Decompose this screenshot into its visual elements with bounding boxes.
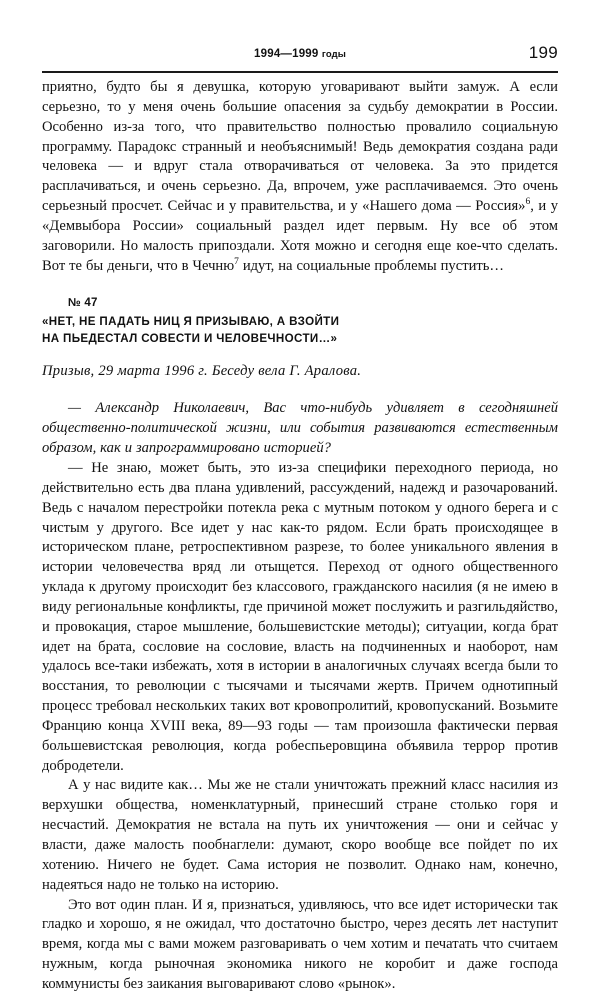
interview-question: — Александр Николаевич, Вас что-нибудь удивляет в сегодняшней общественно-политической жизни, или события развиваются естественным образом, как и запрограммировано историей? <box>42 400 558 457</box>
running-head-title <box>42 48 558 60</box>
paragraph-text-a: приятно, будто бы я девушка, которую уговаривают выйти замуж. А если серьезно, то у меня очень большие опасения за судьбу демократии в России. Особенно из-за того, что правительство полностью провалило социальную программу. Парадокс странный и необъяснимый! Ведь демократия создана ради человека — и вдруг стала отворачиваться от человека. За это придется расплачиваться, и очень серьезно. Да, впрочем, уже расплачиваемся. Это очень серьезный просчет. Сейчас и у правительства, и у «Нашего дома — Россия» <box>42 79 558 215</box>
document-title-line-1: «НЕТ, НЕ ПАДАТЬ НИЦ Я ПРИЗЫВАЮ, А ВЗОЙТИ <box>42 315 340 329</box>
running-head-word: годы <box>321 49 346 60</box>
paragraph-continuation <box>42 78 558 276</box>
page-number: 199 <box>528 43 558 62</box>
interview-body <box>42 399 558 994</box>
document-number: № 47 <box>68 297 98 310</box>
paragraph-text-b: , и у «Демвыбора России» социальный раздел идет первым. Ну все об этом заговорили. Но малость припоздали. Хотя можно и сегодня еще кое-что сделать. Вот те бы деньги, что в Чечню <box>42 198 558 274</box>
paragraph-text-c: идут, на социальные проблемы пустить… <box>238 257 505 274</box>
running-head-years: 1994—1999 <box>254 48 319 60</box>
interview-answer-3: Это вот один план. И я, признаться, удивляюсь, что все идет исторически так гладко и хорошо, я не ожидал, что достаточно быстро, через десять лет наступит время, когда мы с вами можем разговаривать о чем хотим и печатать что считаем нужным, когда рыночная экономика никого не коробит и даже господа коммунисты без заикания выговаривают слово «рынок». <box>42 896 558 992</box>
running-head-rule <box>42 71 558 73</box>
footnote-marker-7: 7 <box>234 256 239 267</box>
interview-answer-2: А у нас видите как… Мы же не стали уничтожать прежний класс насилия из верхушки общества, номенклатурный, принесший стране столько горя и несчастий. Демократия не встала на путь их уничтожения — они и сейчас у власти, даже малость пообнаглели: думают, скоро вообще все пойдет по их хотению. Ничего не будет. Сама история не позволит. Однако нам, конечно, надеяться надо не только на историю. <box>42 777 558 893</box>
interview-answer-1: — Не знаю, может быть, это из-за специфики переходного периода, но действительно есть два плана удивлений, рассуждений, надежд и разочарований. Ведь с началом перестройки потекла река с мутным потоком у одного берега и с чистым у другого. Все идет у нас как-то рядом. Если брать происходящее в историческом плане, ретроспективном разрезе, то более уникального явления в истории человечества вряд ли отыщется. Переход от одного общественного уклада к другому происходит без классового, гражданского насилия (я не имею в виду региональные конфликты, где причиной может послужить и разгильдяйство, и провокация, старое мышление, большевистские методы); ситуации, когда брат идет на брата, сословие на сословие, власть на подчиненных и наоборот, нам удалось все-таки избежать, хотя в истории в аналогичных случаях всегда были то восстания, то революции с тысячами и тысячами жертв. Причем однотипный процесс требовал нескольких таких вот кровопролитий, кровопусканий. Возьмите Францию конца XVIII века, 89—93 годы — там произошла фактически первая большевистская революция, когда робеспьеровщина объявила террор против добродетели. <box>42 459 558 774</box>
document-source-line: Призыв, 29 марта 1996 г. Беседу вела Г. Аралова. <box>42 363 362 380</box>
document-heading-block <box>42 295 558 381</box>
footnote-marker-6: 6 <box>525 197 531 208</box>
document-title-line-2: НА ПЬЕДЕСТАЛ СОВЕСТИ И ЧЕЛОВЕЧНОСТИ…» <box>42 331 338 345</box>
text-column <box>42 78 558 995</box>
running-head <box>42 44 558 70</box>
document-title <box>42 314 558 347</box>
